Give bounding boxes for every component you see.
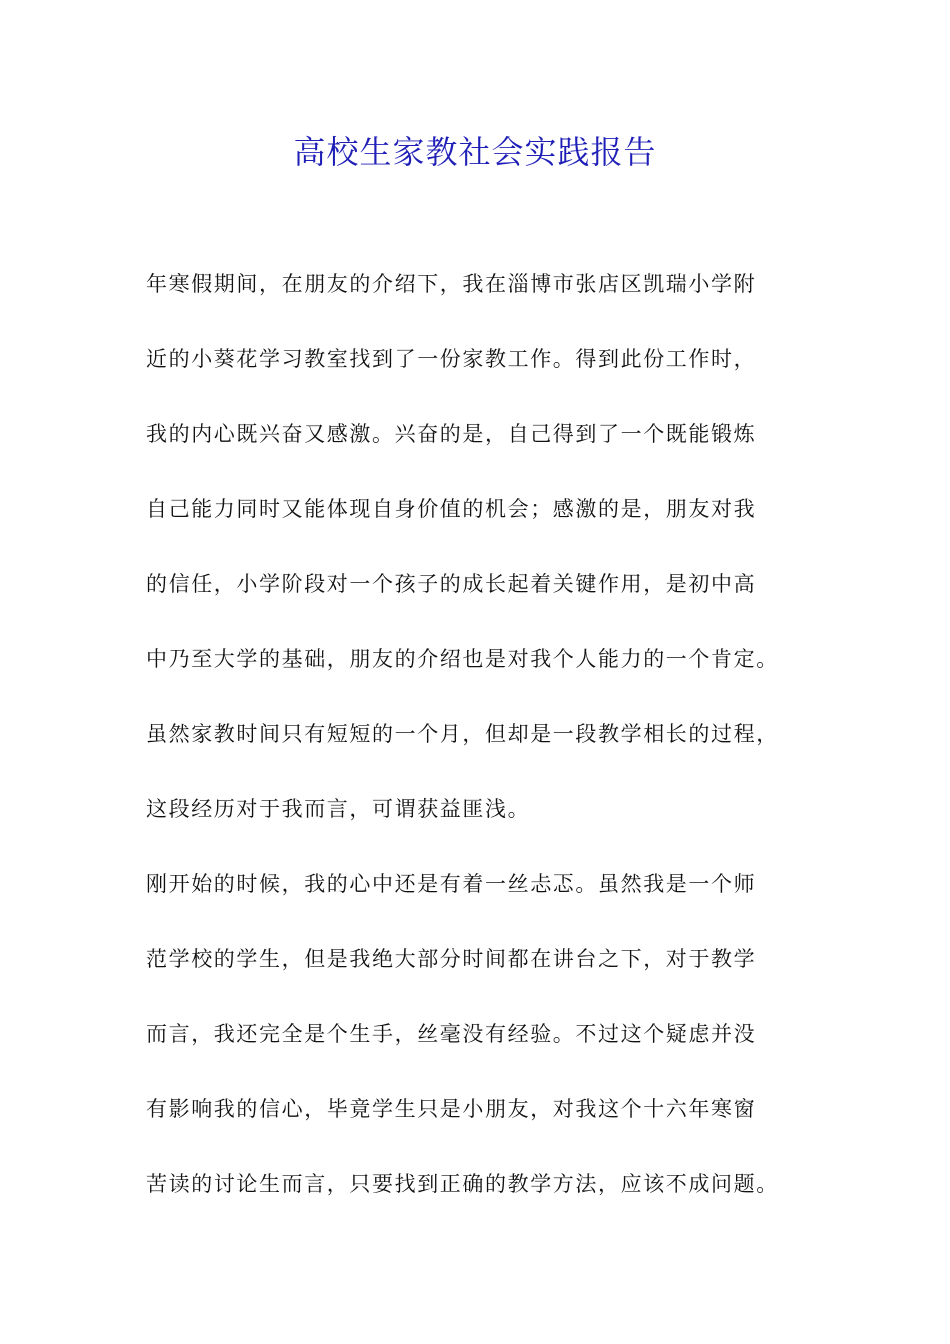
body-line-6: 中乃至大学的基础，朋友的介绍也是对我个人能力的一个肯定。 [146, 647, 779, 671]
document-title: 高校生家教社会实践报告 [293, 133, 657, 171]
body-line-9: 刚开始的时候，我的心中还是有着一丝忐忑。虽然我是一个师 [146, 872, 757, 896]
body-line-1: 年寒假期间，在朋友的介绍下，我在淄博市张店区凯瑞小学附 [146, 272, 757, 296]
body-line-12: 有影响我的信心，毕竟学生只是小朋友，对我这个十六年寒窗 [146, 1097, 757, 1121]
body-line-4: 自己能力同时又能体现自身价值的机会；感激的是，朋友对我 [146, 497, 757, 521]
body-line-7: 虽然家教时间只有短短的一个月，但却是一段教学相长的过程， [146, 722, 779, 746]
body-line-13: 苦读的讨论生而言，只要找到正确的教学方法，应该不成问题。 [146, 1172, 779, 1196]
body-line-2: 近的小葵花学习教室找到了一份家教工作。得到此份工作时， [146, 347, 757, 371]
body-line-11: 而言，我还完全是个生手，丝毫没有经验。不过这个疑虑并没 [146, 1022, 757, 1046]
body-line-8: 这段经历对于我而言，可谓获益匪浅。 [146, 797, 531, 821]
body-line-3: 我的内心既兴奋又感激。兴奋的是，自己得到了一个既能锻炼 [146, 422, 757, 446]
body-line-10: 范学校的学生，但是我绝大部分时间都在讲台之下，对于教学 [146, 947, 757, 971]
body-line-5: 的信任，小学阶段对一个孩子的成长起着关键作用，是初中高 [146, 572, 757, 596]
